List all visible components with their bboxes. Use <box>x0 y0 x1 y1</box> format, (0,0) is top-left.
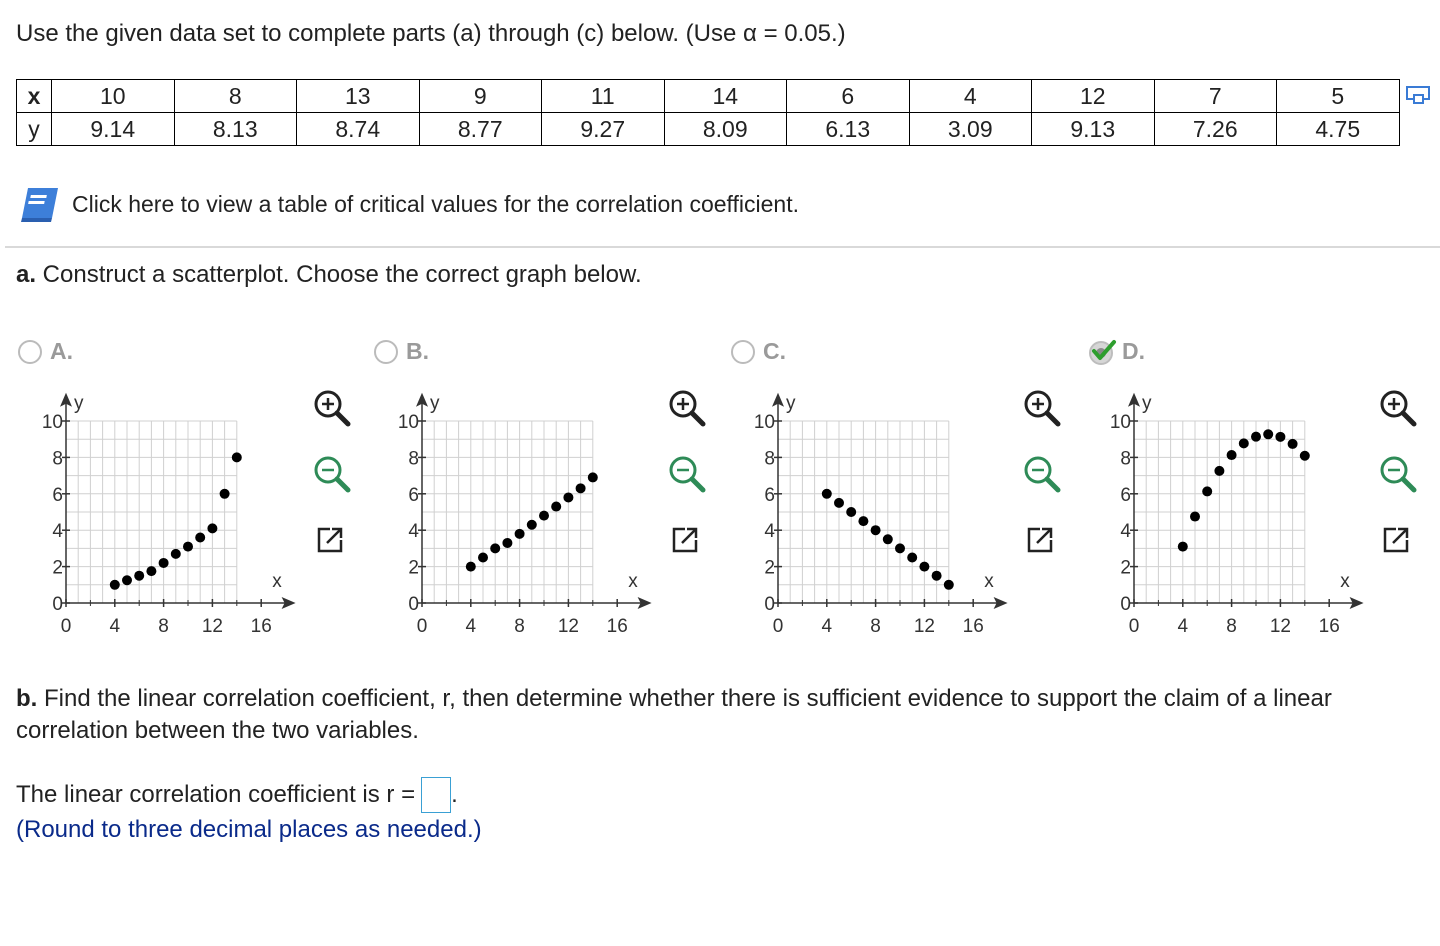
table-row-y <box>17 113 1400 146</box>
x-tick-label: 8 <box>158 616 169 637</box>
option-letter: A. <box>50 338 73 364</box>
y-tick-label: 8 <box>408 448 419 470</box>
table-row-x <box>17 80 1400 113</box>
data-point <box>588 472 598 482</box>
data-point <box>895 543 905 553</box>
y-cell: 7.26 <box>1154 113 1277 146</box>
data-point <box>1178 542 1188 552</box>
y-cell: 6.13 <box>787 113 910 146</box>
x-tick-label: 4 <box>1177 616 1189 637</box>
x-tick-label: 12 <box>557 616 579 637</box>
y-tick-label: 2 <box>764 557 775 579</box>
x-tick-label: 16 <box>250 616 272 637</box>
data-point <box>1239 438 1249 448</box>
data-point <box>539 511 549 521</box>
data-point <box>183 542 193 552</box>
y-tick-label: 6 <box>408 484 419 506</box>
x-tick-label: 16 <box>1318 616 1340 637</box>
y-tick-label: 8 <box>52 448 63 470</box>
data-point <box>858 516 868 526</box>
zoom-in-icon[interactable] <box>310 386 354 435</box>
radio-button[interactable] <box>18 340 42 364</box>
zoom-in-icon[interactable] <box>665 386 709 435</box>
data-point <box>1227 450 1237 460</box>
question-intro <box>16 20 846 48</box>
data-point <box>232 452 242 462</box>
section-divider <box>5 246 1440 248</box>
x-axis-label: x <box>984 571 994 592</box>
data-point <box>171 549 181 559</box>
data-point <box>1263 429 1273 439</box>
data-point <box>1202 486 1212 496</box>
y-tick-label: 10 <box>753 412 775 433</box>
y-tick-label: 6 <box>52 484 63 506</box>
data-point <box>822 489 832 499</box>
y-tick-label: 0 <box>52 594 63 615</box>
data-point <box>1214 466 1224 476</box>
copy-data-icon[interactable] <box>1406 86 1432 108</box>
data-point <box>220 489 230 499</box>
r-answer-input[interactable] <box>421 777 451 813</box>
x-tick-label: 0 <box>772 616 784 637</box>
data-point <box>1288 439 1298 449</box>
x-cell: 7 <box>1154 80 1277 113</box>
x-cell: 4 <box>909 80 1032 113</box>
intro-suffix: = 0.05.) <box>756 20 846 47</box>
x-tick-label: 4 <box>465 616 477 637</box>
y-tick-label: 6 <box>1120 484 1131 506</box>
zoom-in-icon[interactable] <box>1020 386 1064 435</box>
option-a[interactable] <box>18 338 73 365</box>
y-cell: 9.27 <box>542 113 665 146</box>
x-axis-label: x <box>628 571 638 592</box>
option-letter: B. <box>406 338 429 364</box>
scatterplot-d <box>1088 380 1378 642</box>
y-cell: 9.13 <box>1032 113 1155 146</box>
data-point <box>563 492 573 502</box>
x-cell: 6 <box>787 80 910 113</box>
part-b-prompt <box>16 683 1416 747</box>
x-cell: 12 <box>1032 80 1155 113</box>
data-point <box>1300 451 1310 461</box>
y-tick-label: 2 <box>52 557 63 579</box>
option-c[interactable] <box>731 338 786 365</box>
part-a-text: Construct a scatterplot. Choose the correct graph below. <box>36 261 642 288</box>
popout-icon[interactable] <box>314 524 346 561</box>
data-point <box>907 553 917 563</box>
book-icon <box>18 184 62 224</box>
x-tick-label: 4 <box>821 616 833 637</box>
answer-prefix: The linear correlation coefficient is r = <box>16 781 416 808</box>
zoom-out-icon[interactable] <box>665 452 709 501</box>
y-tick-label: 0 <box>764 594 775 615</box>
x-tick-label: 8 <box>514 616 525 637</box>
data-point <box>502 538 512 548</box>
x-cell: 13 <box>297 80 420 113</box>
x-tick-label: 16 <box>962 616 984 637</box>
x-tick-label: 12 <box>201 616 223 637</box>
data-table <box>16 79 1400 146</box>
scatterplot-a <box>20 380 310 642</box>
answer-suffix: . <box>451 781 458 808</box>
data-point <box>932 571 942 581</box>
part-b-label: b. <box>16 685 38 712</box>
y-tick-label: 6 <box>764 484 775 506</box>
data-point <box>515 529 525 539</box>
data-point <box>883 534 893 544</box>
y-cell: 4.75 <box>1277 113 1400 146</box>
y-axis-label: y <box>1142 392 1152 414</box>
y-tick-label: 4 <box>52 521 63 543</box>
data-point <box>834 498 844 508</box>
y-tick-label: 8 <box>764 448 775 470</box>
radio-button[interactable] <box>374 340 398 364</box>
y-cell: 8.13 <box>174 113 297 146</box>
data-point <box>576 483 586 493</box>
y-axis-label: y <box>430 392 440 414</box>
option-d[interactable] <box>1088 338 1145 365</box>
zoom-out-icon[interactable] <box>1020 452 1064 501</box>
x-cell: 14 <box>664 80 787 113</box>
x-tick-label: 4 <box>109 616 121 637</box>
x-tick-label: 0 <box>1128 616 1140 637</box>
y-tick-label: 2 <box>408 557 419 579</box>
data-point <box>146 566 156 576</box>
x-cell: 9 <box>419 80 542 113</box>
data-point <box>122 575 132 585</box>
zoom-in-icon[interactable] <box>1376 386 1420 435</box>
popout-icon[interactable] <box>1380 524 1412 561</box>
x-tick-label: 8 <box>870 616 881 637</box>
popout-icon[interactable] <box>669 524 701 561</box>
part-a-prompt <box>16 261 642 289</box>
rounding-hint: (Round to three decimal places as needed.) <box>16 816 482 843</box>
data-point <box>919 562 929 572</box>
data-point <box>134 571 144 581</box>
intro-prefix: Use the given data set to complete parts (a) through (c) below. (Use <box>16 20 744 47</box>
data-point <box>846 507 856 517</box>
y-tick-label: 10 <box>41 412 63 433</box>
data-point <box>207 523 217 533</box>
option-letter: C. <box>763 338 786 364</box>
y-cell: 8.77 <box>419 113 542 146</box>
data-point <box>1251 432 1261 442</box>
x-tick-label: 12 <box>913 616 935 637</box>
x-tick-label: 12 <box>1269 616 1291 637</box>
y-tick-label: 10 <box>397 412 419 433</box>
option-b[interactable] <box>374 338 429 365</box>
x-tick-label: 8 <box>1226 616 1237 637</box>
part-b-text: Find the linear correlation coefficient, r, then determine whether there is sufficient evidence to support the claim of a linear correlation between the two variables. <box>16 685 1332 744</box>
y-cell: 9.14 <box>52 113 175 146</box>
x-tick-label: 0 <box>60 616 72 637</box>
radio-button-selected[interactable] <box>1088 339 1114 365</box>
x-tick-label: 16 <box>606 616 628 637</box>
y-axis-label: y <box>74 392 84 414</box>
data-point <box>466 562 476 572</box>
y-tick-label: 4 <box>408 521 419 543</box>
y-tick-label: 0 <box>408 594 419 615</box>
x-cell: 5 <box>1277 80 1400 113</box>
data-point <box>944 580 954 590</box>
data-point <box>1190 512 1200 522</box>
y-tick-label: 4 <box>764 521 775 543</box>
x-cell: 10 <box>52 80 175 113</box>
data-point <box>1275 432 1285 442</box>
scatterplot-c <box>732 380 1022 642</box>
x-axis-label: x <box>272 571 282 592</box>
data-point <box>478 553 488 563</box>
part-a-label: a. <box>16 261 37 288</box>
x-cell: 8 <box>174 80 297 113</box>
answer-line <box>16 777 458 813</box>
y-axis-label: y <box>786 392 796 414</box>
scatterplot-b <box>376 380 666 642</box>
data-point <box>110 580 120 590</box>
radio-button[interactable] <box>731 340 755 364</box>
zoom-out-icon[interactable] <box>1376 452 1420 501</box>
y-tick-label: 0 <box>1120 594 1131 615</box>
data-point <box>871 525 881 535</box>
x-axis-label: x <box>1340 571 1350 592</box>
y-tick-label: 8 <box>1120 448 1131 470</box>
critical-values-link[interactable] <box>18 184 799 224</box>
critical-values-link-text: Click here to view a table of critical values for the correlation coefficient. <box>72 190 799 217</box>
data-point <box>551 502 561 512</box>
y-header: y <box>17 113 52 146</box>
x-cell: 11 <box>542 80 665 113</box>
option-letter: D. <box>1122 338 1145 364</box>
y-cell: 8.74 <box>297 113 420 146</box>
x-tick-label: 0 <box>416 616 428 637</box>
x-header: x <box>17 80 52 113</box>
zoom-out-icon[interactable] <box>310 452 354 501</box>
data-point <box>159 558 169 568</box>
alpha-symbol: α <box>743 20 757 47</box>
y-cell: 8.09 <box>664 113 787 146</box>
data-point <box>527 520 537 530</box>
popout-icon[interactable] <box>1024 524 1056 561</box>
y-tick-label: 2 <box>1120 557 1131 579</box>
data-point <box>490 543 500 553</box>
data-point <box>195 532 205 542</box>
y-tick-label: 10 <box>1109 412 1131 433</box>
y-tick-label: 4 <box>1120 521 1131 543</box>
y-cell: 3.09 <box>909 113 1032 146</box>
